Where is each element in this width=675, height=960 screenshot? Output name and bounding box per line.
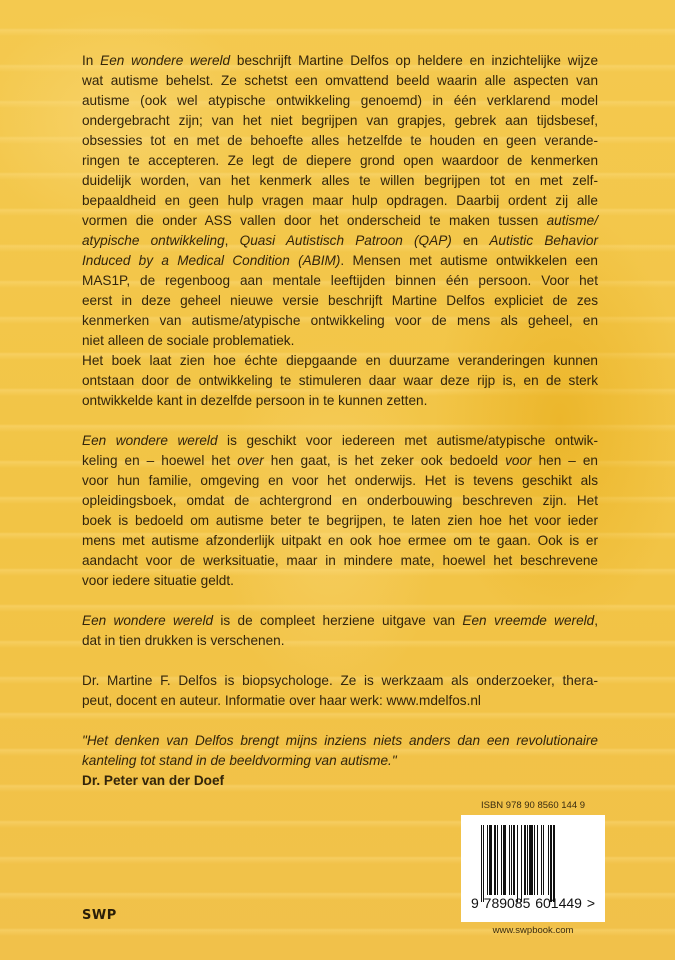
text-segment: ontstaan door de ontwikkeling te stimuleren daar waar deze rijp is, en de sterk — [82, 373, 598, 388]
text-segment: hen gaat, is het zeker ook bedoeld — [263, 453, 506, 468]
barcode-bar — [541, 825, 542, 895]
italic-text: Autistic Behavior — [489, 233, 598, 248]
text-segment: mens met autisme afzonderlijk uitpakt en ook hoe ermee om te gaan. Ook is er — [82, 533, 598, 548]
text-line — [82, 731, 598, 751]
text-line — [82, 271, 598, 291]
text-segment: Dr. Martine F. Delfos is biopsychologe. Ze is werkzaam als onderzoeker, thera- — [82, 673, 598, 688]
text-segment: is de compleet herziene uitgave van — [213, 613, 463, 628]
italic-text: Een wondere wereld — [82, 613, 214, 628]
text-line — [82, 491, 598, 511]
italic-text: atypische ontwikkeling — [82, 233, 225, 248]
text-line — [82, 311, 598, 331]
text-line — [82, 551, 598, 571]
text-segment: peut, docent en auteur. Informatie over haar werk: www.mdelfos.nl — [82, 693, 481, 708]
barcode-bar — [553, 825, 554, 902]
text-segment: hen – en — [531, 453, 598, 468]
italic-text: kanteling tot stand in de beeldvorming van autisme." — [82, 753, 397, 768]
barcode-bars — [481, 825, 585, 895]
italic-text: Quasi Autistisch Patroon (QAP) — [239, 233, 452, 248]
barcode-digit-group: 9 — [471, 895, 479, 911]
text-line — [82, 231, 598, 251]
text-line — [82, 771, 598, 791]
text-segment: boek is bedoeld om autisme beter te begrijpen, te laten zien hoe het voor ieder — [82, 513, 598, 528]
text-segment: ondergebracht zijn; van het niet begrijpen van grapjes, gebrek aan tijdsbesef, — [82, 113, 598, 128]
text-line — [82, 211, 598, 231]
text-segment: ringen te accepteren. Ze legt de diepere grond open waardoor de kenmerken — [82, 153, 598, 168]
text-line — [82, 171, 598, 191]
text-line — [82, 351, 598, 371]
text-segment: kenmerken van autisme/atypische ontwikkeling voor de mens als geheel, en — [82, 313, 598, 328]
text-segment: eerst in deze geheel nieuwe versie beschrijft Martine Delfos expliciet de zes — [82, 293, 598, 308]
barcode-bar — [497, 825, 498, 895]
barcode-bar — [487, 825, 488, 895]
text-line — [82, 191, 598, 211]
text-segment: wat autisme behelst. Ze schetst een omvattend beeld waarin alle aspecten van — [82, 73, 598, 88]
barcode-bar — [489, 825, 492, 895]
text-segment: , — [224, 233, 240, 248]
text-segment: voor hun familie, omgeving en voor het onderwijs. Het is tevens geschikt als — [82, 473, 598, 488]
text-segment: . Mensen met autisme ontwikkelen een — [340, 253, 598, 268]
text-line — [82, 531, 598, 551]
text-line — [82, 451, 598, 471]
text-line — [82, 631, 598, 651]
italic-text: "Het denken van Delfos brengt mijns inziens niets anders dan een revolutionaire — [82, 733, 598, 748]
text-segment: obsessies tot en met de behoefte alles hetzelfde te houden en geen verande- — [82, 133, 598, 148]
text-segment: Het boek laat zien hoe échte diepgaande en duurzame veranderingen kunnen — [82, 353, 598, 368]
text-line — [82, 431, 598, 451]
text-line — [82, 131, 598, 151]
text-segment: beschrijft Martine Delfos op heldere en inzichtelijke wijze — [230, 53, 599, 68]
isbn-label: ISBN 978 90 8560 144 9 — [480, 800, 586, 811]
barcode-bar — [481, 825, 482, 902]
text-line — [82, 71, 598, 91]
italic-text: Een vreemde wereld — [462, 613, 595, 628]
paragraph-gap — [82, 411, 598, 431]
text-segment: dat in tien drukken is verschenen. — [82, 633, 285, 648]
text-segment: aandacht voor de werksituatie, maar in mindere mate, hoewel het beschrevene — [82, 553, 598, 568]
text-segment: bepaaldheid en geen hulp vragen maar hulp opdragen. Daarbij ordent zij alle — [82, 193, 598, 208]
text-line — [82, 251, 598, 271]
text-line — [82, 91, 598, 111]
back-cover-blurb — [82, 51, 598, 791]
text-segment: duidelijk worden, van het kenmerk alles te willen begrijpen tot en met zelf- — [82, 173, 598, 188]
italic-text: over — [237, 453, 264, 468]
barcode-digits — [461, 895, 605, 911]
text-segment: , — [594, 613, 598, 628]
text-segment: ontwikkelde kant in dezelfde persoon in te kunnen zetten. — [82, 393, 428, 408]
barcode-digit-group: 789085 — [483, 895, 531, 911]
text-segment: Dr. Peter van der Doef — [82, 773, 225, 788]
text-line — [82, 51, 598, 71]
barcode-bar — [494, 825, 496, 895]
italic-text: Een wondere wereld — [82, 433, 218, 448]
publisher-logo: SWP — [82, 908, 117, 923]
italic-text: voor — [505, 453, 532, 468]
text-line — [82, 511, 598, 531]
publisher-url: www.swpbook.com — [492, 925, 574, 936]
barcode-bar — [509, 825, 510, 895]
text-segment: niet alleen de sociale problematiek. — [82, 333, 295, 348]
barcode-bar — [550, 825, 552, 902]
barcode-bar — [534, 825, 535, 895]
barcode-digit-group: 601449 — [535, 895, 582, 911]
text-line — [82, 751, 598, 771]
text-line — [82, 391, 598, 411]
barcode-bar — [543, 825, 544, 895]
barcode-bar — [517, 825, 518, 902]
italic-text: autisme/ — [546, 213, 598, 228]
text-segment: In — [82, 53, 101, 68]
barcode-bar — [521, 825, 522, 902]
barcode-bar — [524, 825, 526, 895]
paragraph-gap — [82, 591, 598, 611]
italic-text: Een wondere wereld — [100, 53, 231, 68]
text-segment: MAS1P, de regenboog aan mentale leeftijden binnen één persoon. Voor het — [82, 273, 598, 288]
text-line — [82, 471, 598, 491]
paragraph-gap — [82, 711, 598, 731]
barcode-bar — [529, 825, 532, 895]
barcode-bar — [503, 825, 506, 895]
text-line — [82, 371, 598, 391]
barcode-bar — [513, 825, 515, 895]
text-line — [82, 291, 598, 311]
text-line — [82, 151, 598, 171]
barcode-bar — [537, 825, 538, 895]
barcode-bar — [483, 825, 484, 902]
text-line — [82, 571, 598, 591]
text-segment: autisme (ook wel atypische ontwikkeling genoemd) in één verklarend model — [82, 93, 598, 108]
text-segment: opleidingsboek, omdat de achtergrond en onderbouwing beschreven zijn. Het — [82, 493, 598, 508]
barcode-bar — [501, 825, 502, 895]
barcode-bar — [527, 825, 528, 895]
text-line — [82, 111, 598, 131]
barcode-bar — [548, 825, 549, 895]
text-segment: en — [451, 233, 490, 248]
text-line — [82, 671, 598, 691]
text-segment: voor iedere situatie geldt. — [82, 573, 234, 588]
barcode-bar — [511, 825, 512, 895]
text-segment: vormen die onder ASS vallen door het onderscheid te maken tussen — [82, 213, 547, 228]
italic-text: Induced by a Medical Condition (ABIM) — [82, 253, 341, 268]
text-line — [82, 611, 598, 631]
paragraph-gap — [82, 651, 598, 671]
text-segment: keling en – hoewel het — [82, 453, 238, 468]
text-line — [82, 691, 598, 711]
text-segment: is geschikt voor iedereen met autisme/atypische ontwik- — [217, 433, 598, 448]
barcode-digit-group: > — [586, 895, 595, 911]
text-line — [82, 331, 598, 351]
barcode — [461, 815, 605, 922]
